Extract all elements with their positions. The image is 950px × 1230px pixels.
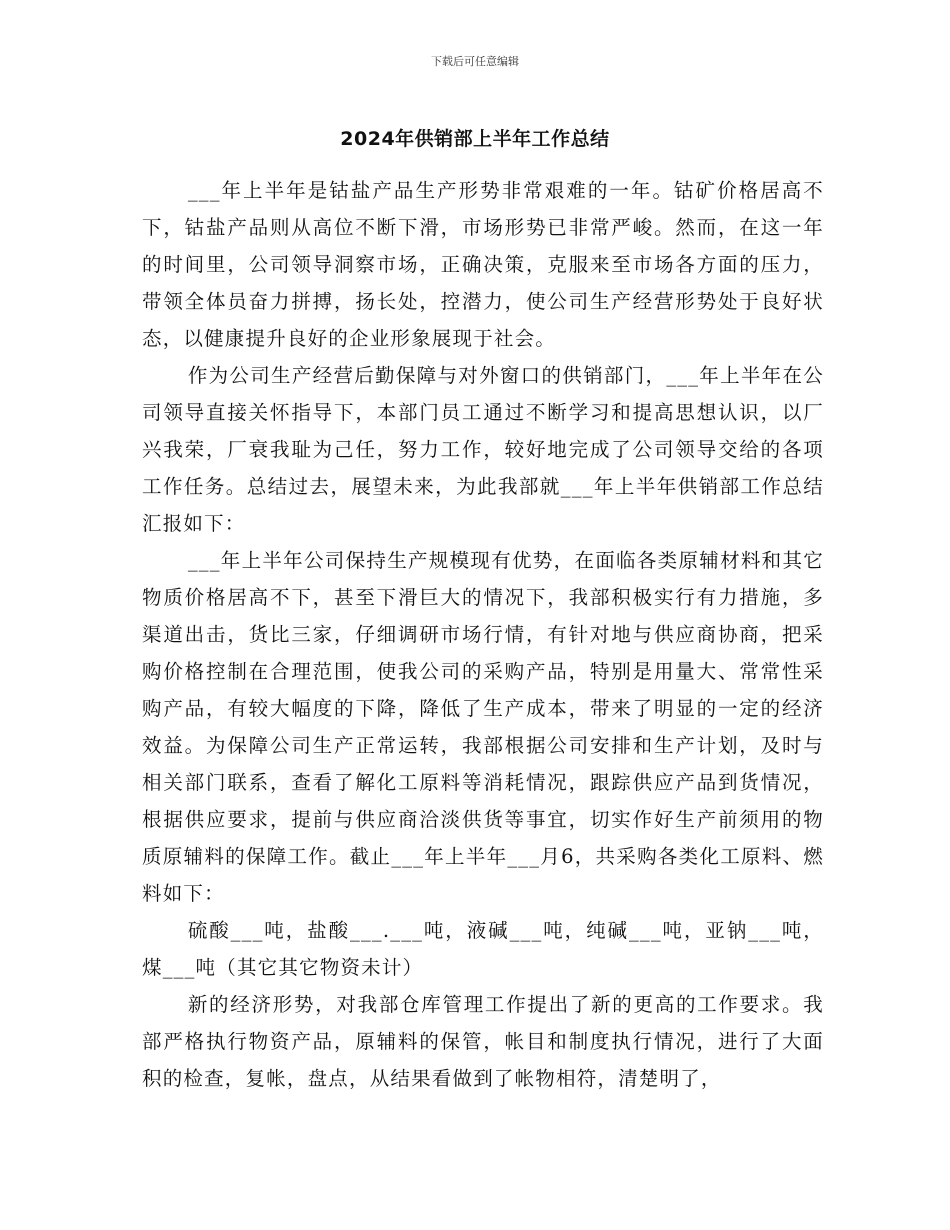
document-body [142,172,824,1097]
paragraph-materials-list: 硫酸___吨，盐酸___.___吨，液碱___吨，纯碱___吨，亚钠___吨，煤___吨（其它其它物资未计） [142,919,824,979]
paragraph-warehouse: 新的经济形势，对我部仓库管理工作提出了新的更高的工作要求。我部严格执行物资产品，原辅料的保管，帐目和制度执行情况，进行了大面积的检查，复帐，盘点，从结果看做到了帐物相符，清楚明了， [142,993,824,1090]
paragraph-procurement: ___年上半年公司保持生产规模现有优势，在面临各类原辅材料和其它物质价格居高不下，甚至下滑巨大的情况下，我部积极实行有力措施，多渠道出击，货比三家，仔细调研市场行情，有针对地与供应商协商，把采购价格控制在合理范围，使我公司的采购产品，特别是用量大、常常性采购产品，有较大幅度的下降，降低了生产成本，带来了明显的一定的经济效益。为保障公司生产正常运转，我部根据公司安排和生产计划，及时与相关部门联系，查看了解化工原料等消耗情况，跟踪供应产品到货情况，根据供应要求，提前与供应商洽淡供货等事宜，切实作好生产前须用的物质原辅料的保障工作。截止___年上半年___月6，共采购各类化工原料、燃料如下： [142,549,824,905]
document-title: 2024年供销部上半年工作总结 [340,128,610,150]
paragraph-department: 作为公司生产经营后勤保障与对外窗口的供销部门，___年上半年在公司领导直接关怀指导下，本部门员工通过不断学习和提高思想认识，以厂兴我荣，厂衰我耻为己任，努力工作，较好地完成了公司领导交给的各项工作任务。总结过去，展望未来，为此我部就___年上半年供销部工作总结汇报如下： [142,364,824,535]
header-note: 下载后可任意编辑 [431,55,519,68]
paragraph-intro: ___年上半年是钴盐产品生产形势非常艰难的一年。钴矿价格居高不下，钴盐产品则从高位不断下滑，市场形势已非常严峻。然而，在这一年的时间里，公司领导洞察市场，正确决策，克服来至市场各方面的压力，带领全体员奋力拼搏，扬长处，控潜力，使公司生产经营形势处于良好状态，以健康提升良好的企业形象展现于社会。 [142,179,824,350]
